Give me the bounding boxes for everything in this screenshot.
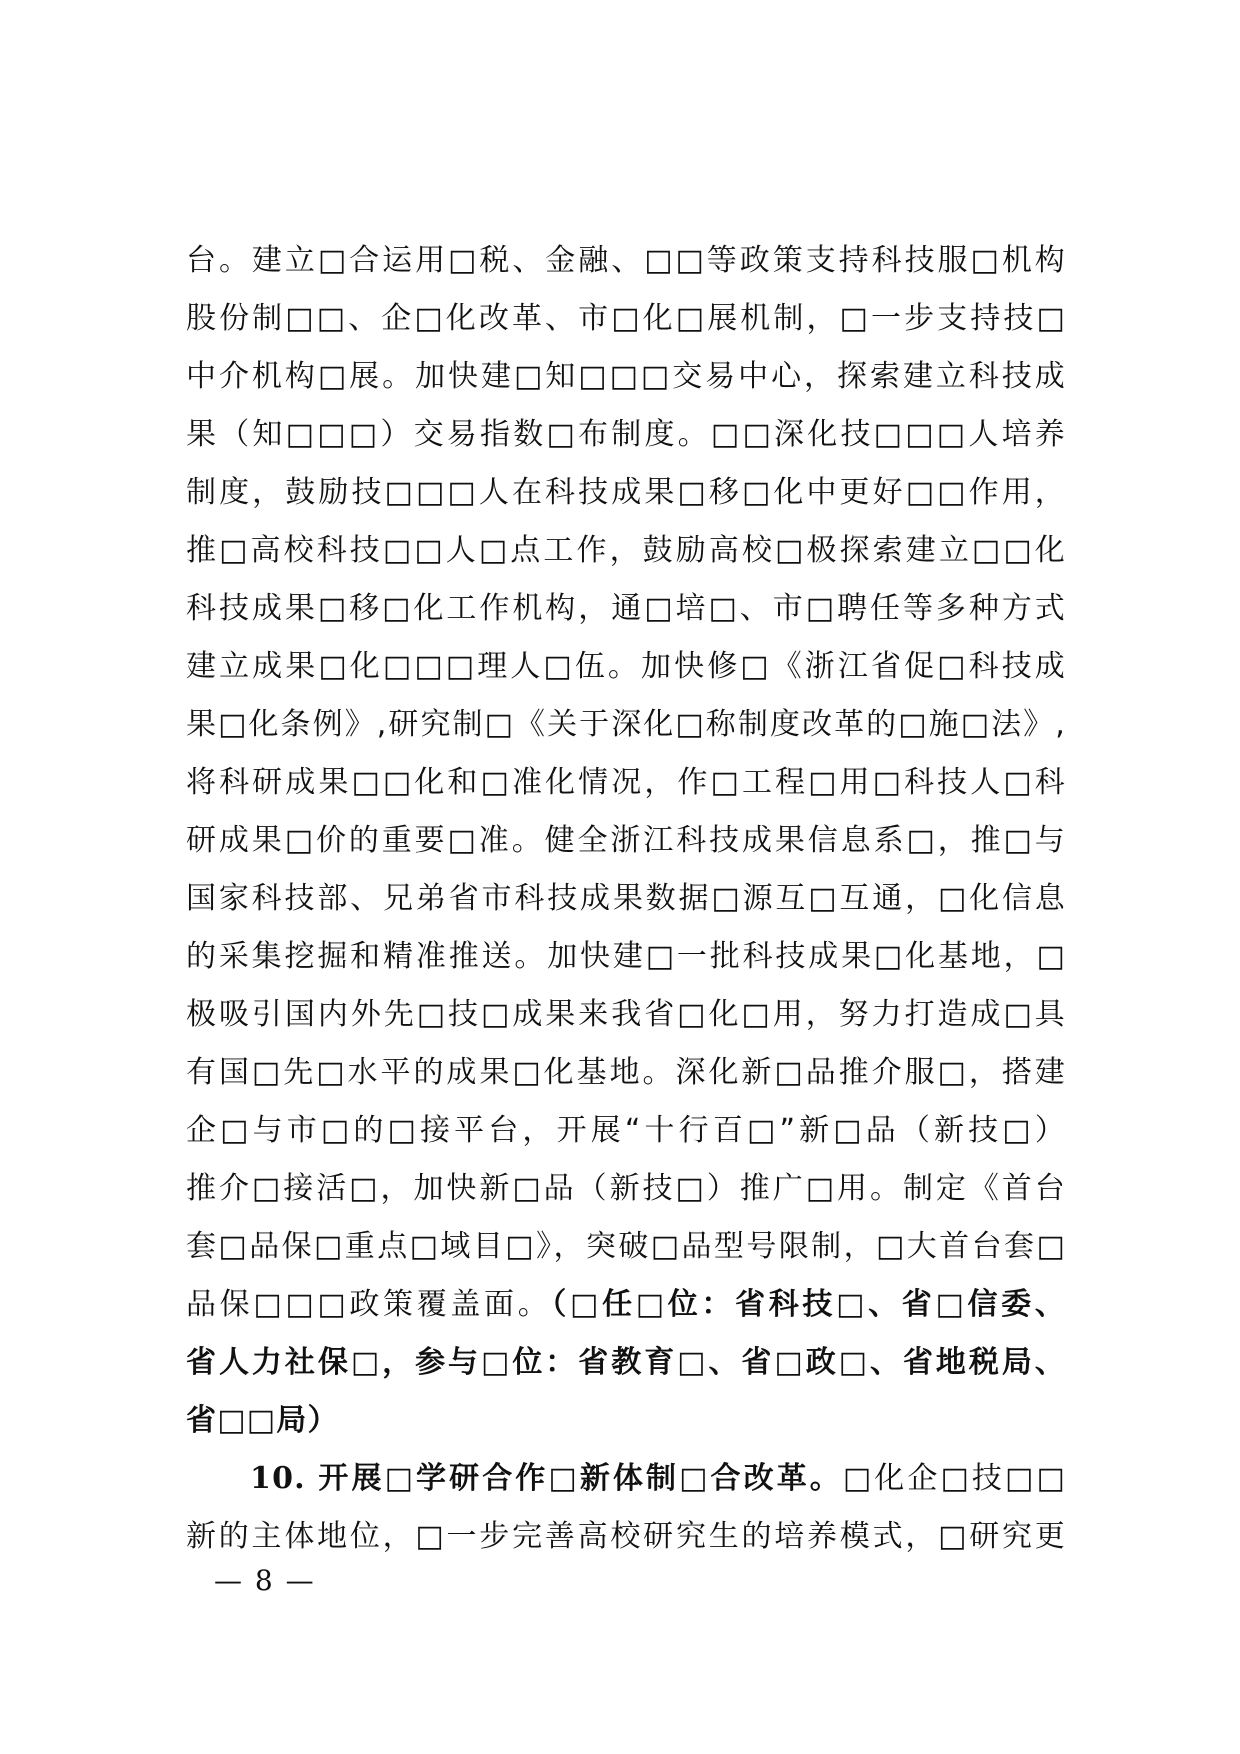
- text-line: 推□高校科技□□人□点工作，鼓励高校□极探索建立□□化: [186, 533, 1066, 568]
- item-number: 10.: [250, 1461, 306, 1496]
- text-line: 的采集挖掘和精准推送。加快建□一批科技成果□化基地，□: [186, 939, 1066, 974]
- text-line: 中介机构□展。加快建□知□□□交易中心，探索建立科技成: [186, 359, 1066, 394]
- text-line: 新的主体地位，□一步完善高校研究生的培养模式，□研究更: [186, 1519, 1066, 1554]
- text-line: 极吸引国内外先□技□成果来我省□化□用，努力打造成□具: [186, 997, 1066, 1032]
- text-line: 国家科技部、兄弟省市科技成果数据□源互□互通，□化信息: [186, 881, 1066, 916]
- text-line: 有国□先□水平的成果□化基地。深化新□品推介服□，搭建: [186, 1055, 1066, 1090]
- text-line: 制度，鼓励技□□□人在科技成果□移□化中更好□□作用，: [186, 475, 1066, 510]
- text-line: 科技成果□移□化工作机构，通□培□、市□聘任等多种方式: [186, 591, 1066, 626]
- body-text: [186, 232, 1066, 1566]
- text-line: 台。建立□合运用□税、金融、□□等政策支持科技服□机构: [186, 243, 1066, 278]
- text-line: 研成果□价的重要□准。健全浙江科技成果信息系□，推□与: [186, 823, 1066, 858]
- text-line: 股份制□□、企□化改革、市□化□展机制，□一步支持技□: [186, 301, 1066, 336]
- text-line: 果（知□□□）交易指数□布制度。□□深化技□□□人培养: [186, 417, 1066, 452]
- page-number: — 8 —: [214, 1564, 316, 1597]
- text-line: 果□化条例》,研究制□《关于深化□称制度改革的□施□法》,: [186, 707, 1066, 742]
- text-segment: □化企□技□□: [842, 1461, 1066, 1496]
- responsible-units-end: 省□□局）: [186, 1403, 339, 1438]
- text-line: 企□与市□的□接平台，开展“十行百□”新□品（新技□）: [186, 1113, 1066, 1148]
- responsible-units-continued: 省人力社保□，参与□位：省教育□、省□政□、省地税局、: [186, 1345, 1066, 1380]
- text-line: 建立成果□化□□□理人□伍。加快修□《浙江省促□科技成: [186, 649, 1066, 684]
- responsibility-line: [186, 1276, 1066, 1334]
- item-heading: 开展□学研合作□新体制□合改革。: [318, 1461, 843, 1496]
- text-line: 将科研成果□□化和□准化情况，作□工程□用□科技人□科: [186, 765, 1066, 800]
- text-line: 推介□接活□，加快新□品（新技□）推广□用。制定《首台: [186, 1171, 1066, 1206]
- text-line: 套□品保□重点□域目□》，突破□品型号限制，□大首台套□: [186, 1229, 1066, 1264]
- item-10-line: [186, 1450, 1066, 1508]
- responsible-units: （□任□位：省科技□、省□信委、: [551, 1287, 1066, 1322]
- text-segment: 品保□□□政策覆盖面。: [186, 1287, 552, 1322]
